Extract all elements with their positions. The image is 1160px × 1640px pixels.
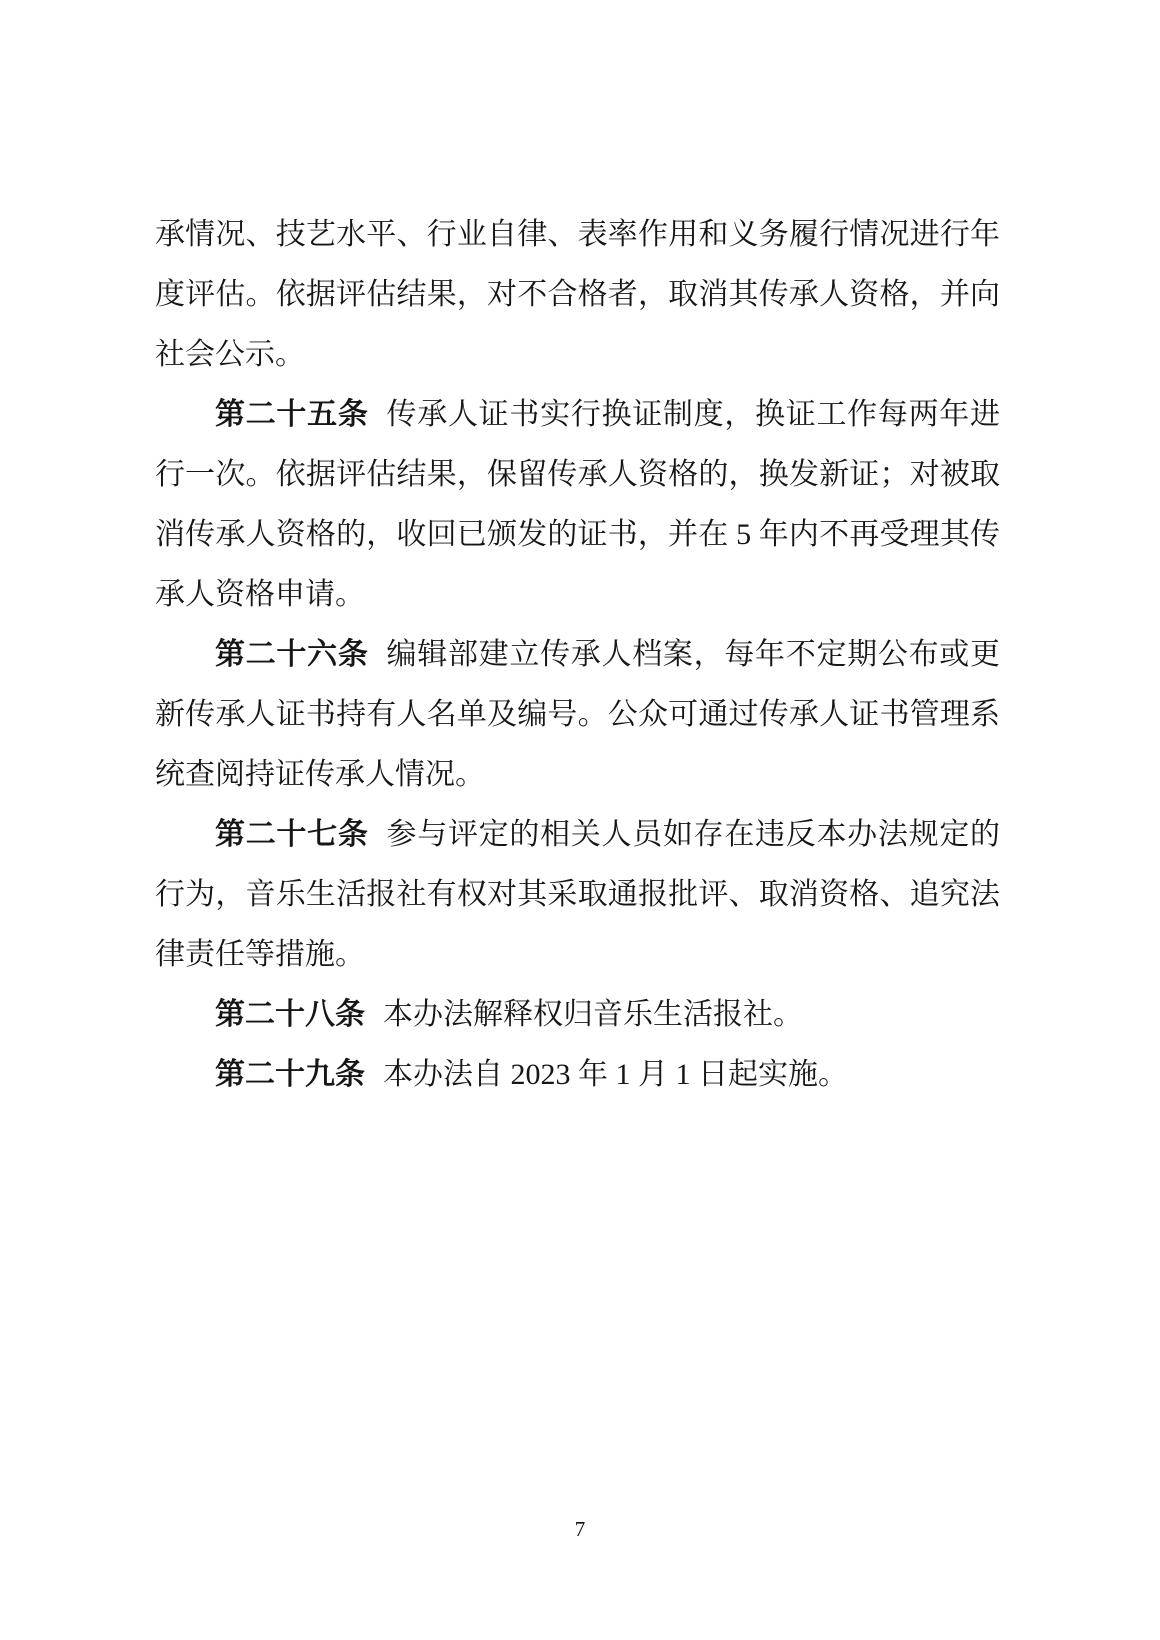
paragraph-text: 本办法自 2023 年 1 月 1 日起实施。: [383, 1058, 848, 1091]
paragraph: [155, 805, 1000, 985]
paragraph: [155, 1045, 1000, 1105]
paragraph: [155, 985, 1000, 1045]
paragraph: [155, 385, 1000, 625]
paragraph-text: 本办法解释权归音乐生活报社。: [383, 998, 803, 1031]
paragraph: [155, 205, 1000, 385]
paragraph-text: 传承人证书实行换证制度，换证工作每两年进行一次。依据评估结果，保留传承人资格的，换发新证；对被取消传承人资格的，收回已颁发的证书，并在 5 年内不再受理其传承人资格申请。: [155, 398, 1001, 611]
paragraph-text: 编辑部建立传承人档案，每年不定期公布或更新传承人证书持有人名单及编号。公众可通过传承人证书管理系统查阅持证传承人情况。: [155, 638, 1001, 791]
paragraph-text: 参与评定的相关人员如存在违反本办法规定的行为，音乐生活报社有权对其采取通报批评、取消资格、追究法律责任等措施。: [155, 818, 1001, 971]
article-number: 第二十九条: [215, 1058, 365, 1091]
article-number: 第二十八条: [215, 998, 365, 1031]
page-number: 7: [574, 1517, 586, 1541]
article-number: 第二十六条: [215, 638, 369, 671]
document-body: [155, 205, 1000, 1105]
paragraph: [155, 625, 1000, 805]
paragraph-text: 承情况、技艺水平、行业自律、表率作用和义务履行情况进行年度评估。依据评估结果，对不合格者，取消其传承人资格，并向社会公示。: [155, 218, 1000, 371]
article-number: 第二十五条: [215, 398, 369, 431]
article-number: 第二十七条: [215, 818, 369, 851]
